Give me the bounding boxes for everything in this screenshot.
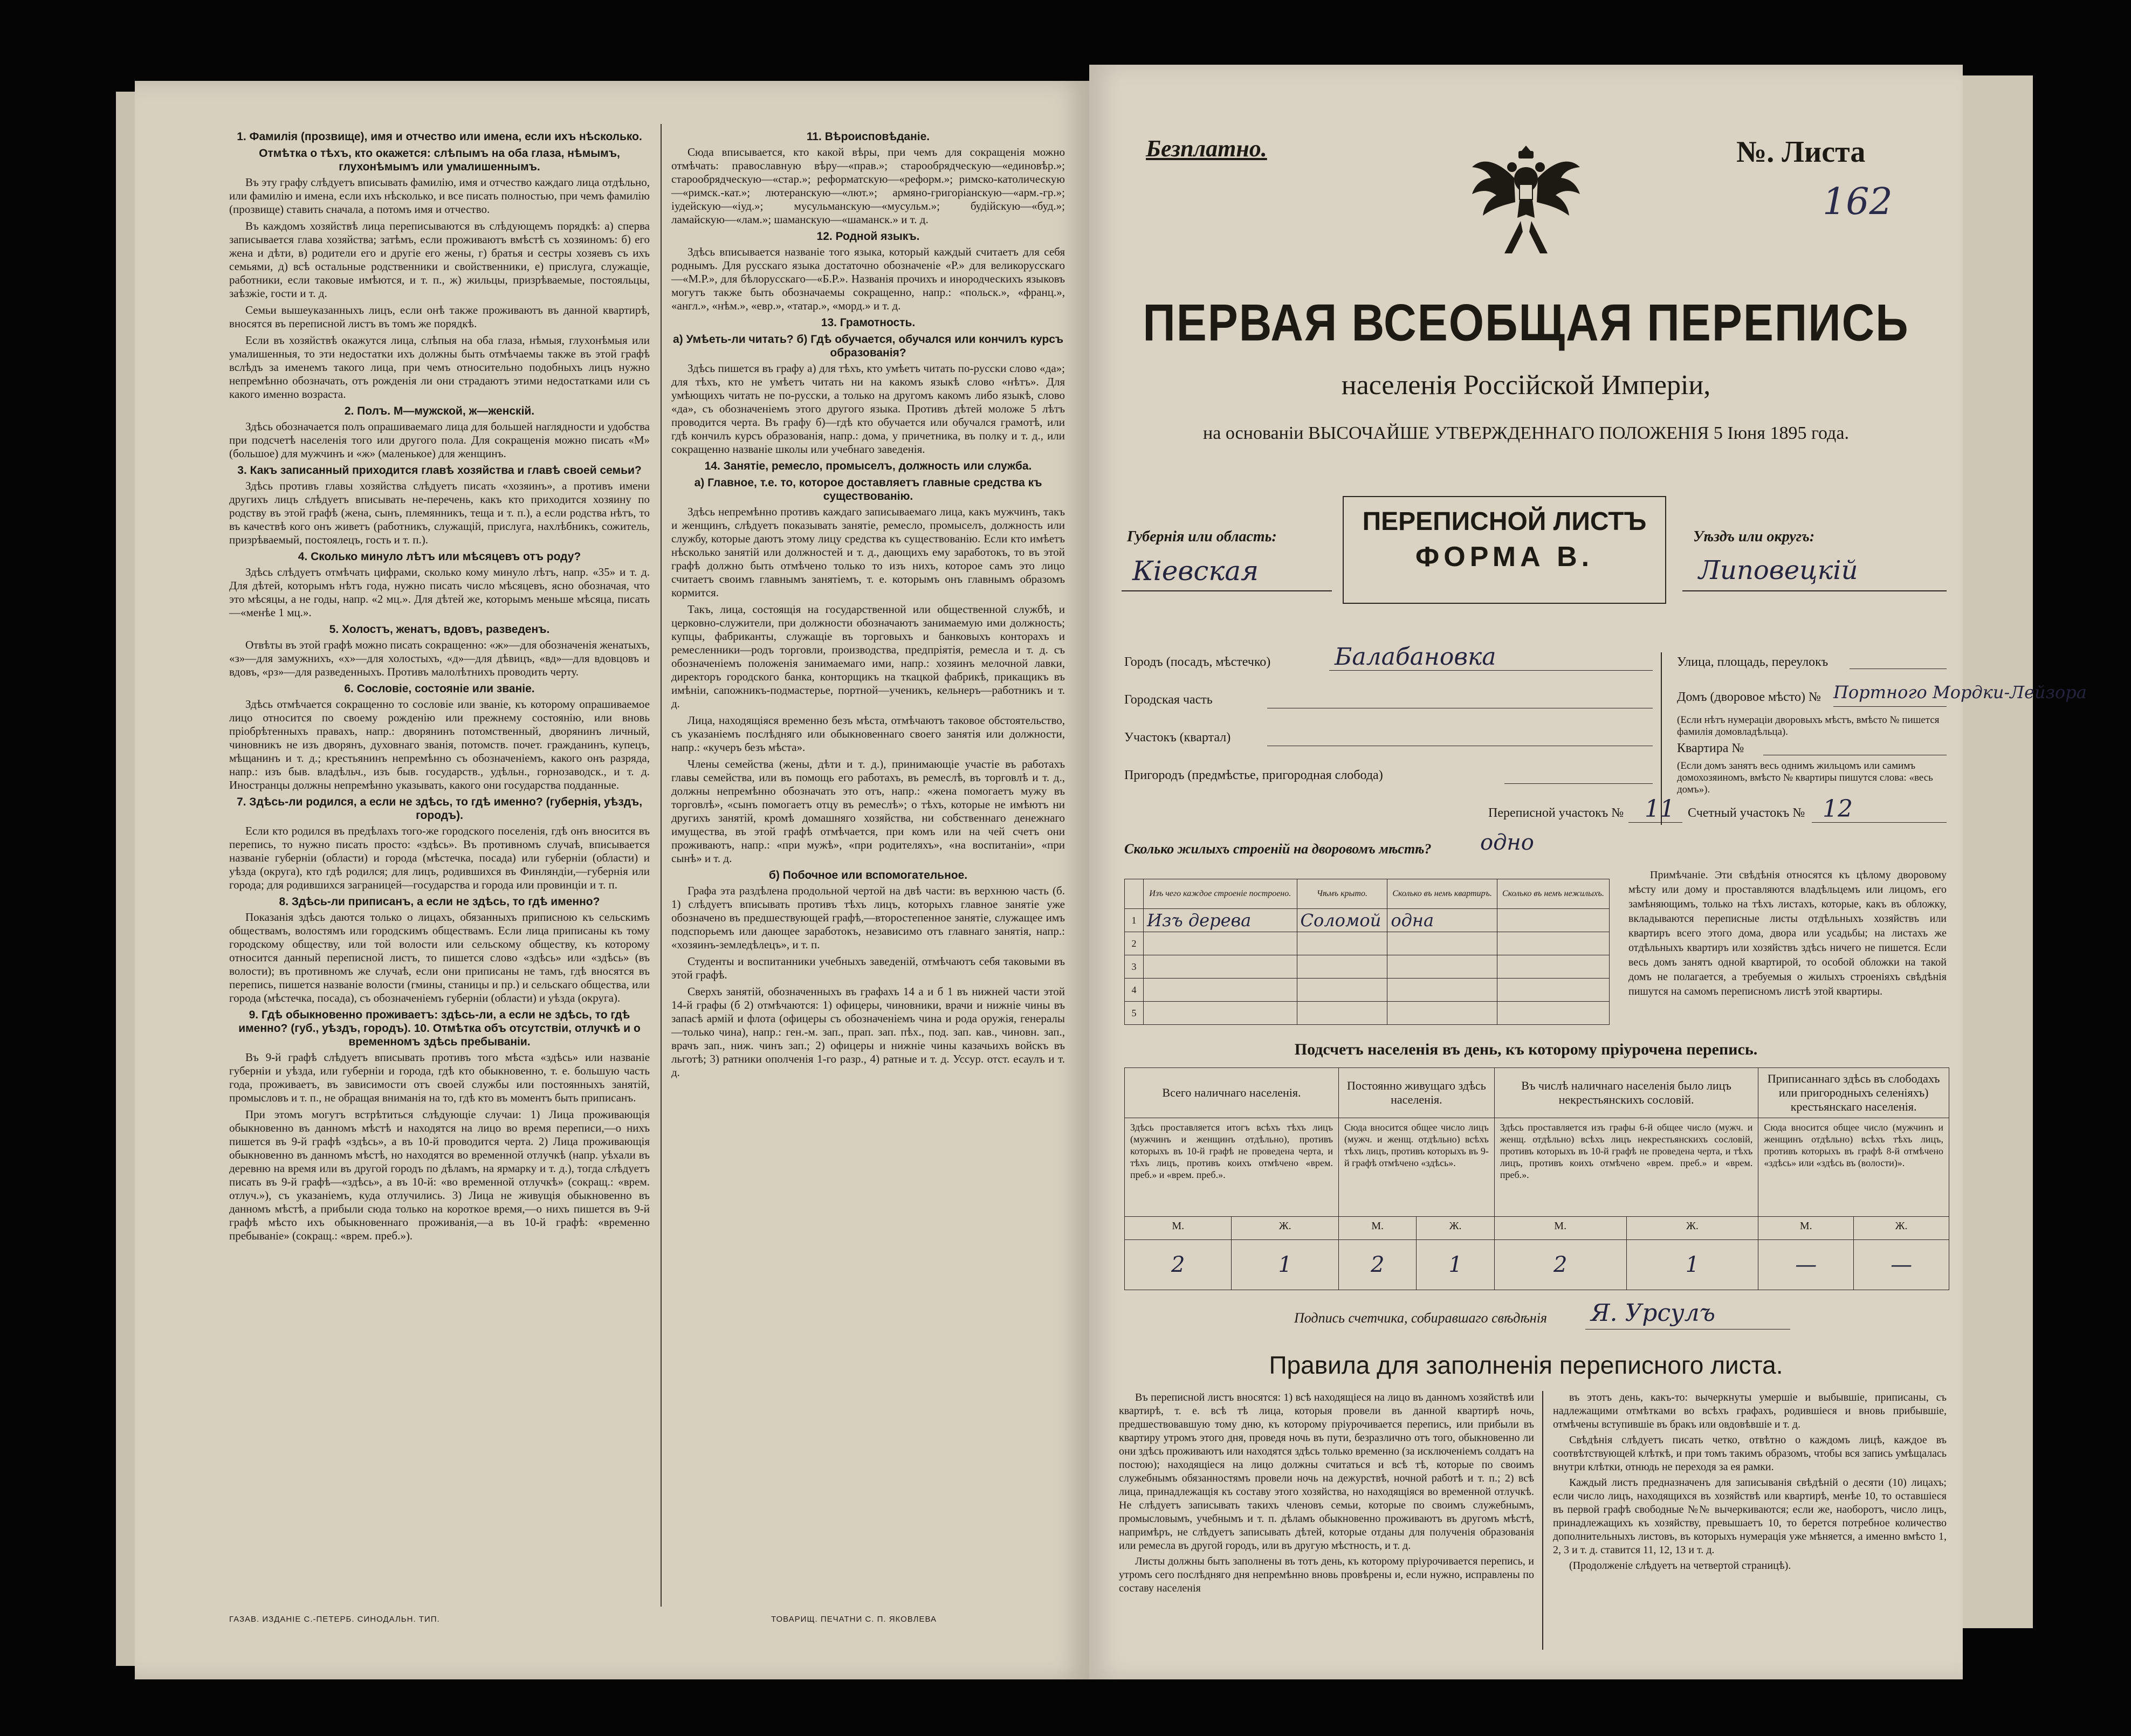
instruction-heading: 7. Здѣсь-ли родился, а если не здѣсь, то гдѣ именно? (губернія, уѣздъ, городъ). <box>236 796 643 822</box>
instruction-paragraph: Сверхъ занятій, обозначенныхъ въ графахъ 14 а и б 1 въ нижней части этой 14-й графы (б 2) отмѣчаются: 1) офицеры, чиновники, врачи и нижніе чины въ запасѣ армій и флота (офицеры съ обозначеніемъ чина и рода оружія, генералы—только чина), напр.: ген.-м. зап., прап. зап. пѣх., под. зап. кав., чиновн. зап., врачъ зап., ниж. чинъ зап.; 2) офицеры и нижніе чины казачьихъ войскъ въ льготѣ; 3) ратники ополченія 1-го разр., 4) ратные и т. д. Уссур. отст. есаулъ и т. д. <box>671 985 1065 1079</box>
population-count-value: — <box>1854 1240 1949 1290</box>
instruction-paragraph: Если кто родился въ предѣлахъ того-же городского поселенія, гдѣ онъ вносится въ перепись, то нужно писать просто: «здѣсь». Въ противномъ случаѣ, вписывается названіе губерніи (области) и города (мѣстечка, посада) или губерніи (области) и уѣзда (округа), кто гдѣ родился; для лицъ, родившихся въ Финляндіи,—губернія или города; для родившихся заграницей—государства и города или провинціи и т. п. <box>229 824 650 891</box>
population-sex-label: М. <box>1494 1217 1626 1240</box>
address-field-label: Городъ (посадъ, мѣстечко) <box>1124 655 1271 669</box>
instruction-heading: 14. Занятіе, ремесло, промыселъ, должность или служба. <box>704 460 1032 472</box>
printer-imprint: ГАЗАВ. ИЗДАНІЕ С.-ПЕТЕРБ. СИНОДАЛЬН. ТИП. <box>229 1615 440 1624</box>
population-count-value: — <box>1758 1240 1854 1290</box>
instruction-paragraph: Студенты и воспитанники учебныхъ заведеній, отмѣчаютъ себя таковыми въ этой графѣ. <box>671 955 1065 981</box>
instruction-paragraph: Семьи вышеуказанныхъ лицъ, если онѣ также проживаютъ въ данной квартирѣ, вносятся въ переписной листъ въ томъ же порядкѣ. <box>229 304 650 330</box>
buildings-table-cell: 5 <box>1125 1002 1144 1025</box>
form-title-box <box>1343 496 1666 604</box>
form-title: ПЕРЕПИСНОЙ ЛИСТЪ <box>1362 507 1647 536</box>
population-count-table <box>1124 1067 1949 1290</box>
buildings-table-cell <box>1144 979 1297 1002</box>
buildings-table-cell <box>1144 955 1297 979</box>
instruction-paragraph: Здѣсь отмѣчается сокращенно то сословіе или званіе, къ которому опрашиваемое лицо относится по своему рожденію или прежнему состоянію, или вновь пріобрѣтенныхъ правахъ, напр.: дворянинъ потомственный, дворянинъ личный, чиновникъ не изъ дворянъ, духовнаго званія, потомств. почет. гражданинъ, купецъ, мѣщанинъ и т. д.; крестьянинъ непремѣнно съ обозначеніемъ, какого онъ разряда, напр.: изъ быв. владѣльч., изъ быв. государств., удѣльн., горнозаводск., и т. д. Иностранцы должны непремѣнно указывать, какого они государства подданные. <box>229 698 650 791</box>
population-column-description: Сюда вносится общее число (мужчинъ и женщинъ отдѣльно) всѣхъ тѣхъ лицъ, противъ которыхъ въ графѣ 8-й отмѣчено «здѣсь» или «здѣсь въ (волости)». <box>1758 1118 1949 1217</box>
buildings-table-header <box>1125 879 1610 909</box>
population-count-value: 2 <box>1125 1240 1232 1290</box>
instruction-paragraph: Члены семейства (жены, дѣти и т. д.), принимающіе участіе въ работахъ главы семейства, или въ помощь его работахъ, въ ремеслѣ, въ торговлѣ и т. д., должны непремѣнно обозначать это отъ, напр.: «жена помогаетъ мужу въ торговлѣ», «сынъ помогаетъ отцу въ ремеслѣ»; о тѣхъ, которые не имѣютъ ни другихъ занятій, кромѣ домашняго хозяйства, ни собственнаго денежнаго имущества, въ этой графѣ отмѣчается, при комъ или на чей счетъ они проживаютъ, напр.: «при мужѣ», «при родителяхъ», «на воспитаніи», «при сынѣ» и т. д. <box>671 757 1065 865</box>
district-line <box>1682 590 1947 591</box>
instruction-paragraph: Сюда вписывается, кто какой вѣры, при чемъ для сокращенія можно отмѣчать: православную вѣру—«прав.»; старообрядческую—«единовѣр.»; старообрядческую—«стар.»; реформатскую—«реформ.»; римско-католическую—«римск.-кат.»; лютеранскую—«лют.»; армяно-григоріанскую—«арм.-гр.»; іудейскую—«іуд.»; мусульманскую—«мусульм.»; будійскую—«буд.»; ламайскую—«лам.»; шаманскую—«шаманск.» и т. д. <box>671 146 1065 226</box>
rule-paragraph: Листы должны быть заполнены въ тотъ день, къ которому пріурочивается перепись, и утромъ сего послѣдняго дня непремѣнно вновь провѣрены и, если нужно, исправлены по составу населенія <box>1119 1555 1534 1594</box>
imperial-eagle-emblem <box>1467 135 1585 264</box>
buildings-table-cell <box>1497 932 1609 955</box>
left-page <box>135 81 1089 1679</box>
district-label: Уѣздъ или округъ: <box>1693 528 1815 545</box>
province-line <box>1122 590 1332 591</box>
address-field-label: Пригородъ (предмѣстье, пригородная слобода) <box>1124 768 1383 782</box>
population-sex-label: М. <box>1758 1217 1854 1240</box>
rules-column-2 <box>1553 1391 1947 1575</box>
population-sex-label: Ж. <box>1626 1217 1758 1240</box>
buildings-table-cell: 3 <box>1125 955 1144 979</box>
instruction-heading: 4. Сколько минуло лѣтъ или мѣсяцевъ отъ роду? <box>298 550 581 563</box>
rules-column-1 <box>1119 1391 1534 1597</box>
rule-paragraph: Свѣдѣнія слѣдуетъ писать четко, отвѣтно о каждомъ лицѣ, каждое въ соотвѣтствующей клѣткѣ, и при томъ такимъ образомъ, чтобы вся запись умѣщалась внутри клѣтки, отнюдь не переходя за ея рамки. <box>1553 1434 1947 1473</box>
instruction-paragraph: Въ каждомъ хозяйствѣ лица переписываются въ слѣдующемъ порядкѣ: а) сперва записывается глава хозяйства; затѣмъ, если проживаютъ вмѣстѣ съ хозяиномъ: б) его жена и дѣти, в) родители его и другіе его жены, г) братья и сестры хозяевъ съ ихъ семьями, д) всѣ остальные родственники и свойственники, е) прислуга, служащіе, работники, если таковые имѣются, и т. п., ж) жильцы, призрѣваемые, постояльцы, заѣзжіе, гости и т. д. <box>229 219 650 300</box>
instruction-paragraph: Показанія здѣсь даются только о лицахъ, обязанныхъ приписною къ сельскимъ обществамъ, волостямъ или городскимъ обществамъ. Если лица приписаны къ тому городскому обществу, или той волости или сельскому обществу, къ которому относится данный переписной листъ, то пишется слово «здѣсь» или «здѣсь» (въ волости); въ противномъ же случаѣ, если они приписаны не тамъ, гдѣ вносятся въ перепись, пишется названіе волости (гмины, станицы и пр.) и сельскаго общества, или города (мѣстечка, посада), съ обозначеніемъ губерніи (области) и уѣзда (округа). <box>229 911 650 1004</box>
rule-paragraph: Въ переписной листъ вносятся: 1) всѣ находящіеся на лицо въ данномъ хозяйствѣ или квартирѣ, т. е. всѣ тѣ лица, которыя провели въ данной квартирѣ ночь, предшествовавшую тому дню, къ которому пріурочивается перепись, или прибыли въ квартиру утромъ этого дня, проведя ночь въ пути, безразлично отъ того, обыкновенно ли они здѣсь проживаютъ или находятся здѣсь только временно (за исключеніемъ солдатъ на постою); находящіеся на лицо должны считаться и всѣ тѣ, которые по своимъ служебнымъ обязанностямъ провели ночь на дежурствѣ, ночной работѣ и т. п.; 2) всѣ лица, принадлежащія къ составу этого хозяйства, но находящіяся во временной отлучкѣ. Не слѣдуетъ записывать такихъ членовъ семьи, которые по своимъ служебнымъ, промысловымъ, учебнымъ и т. п. дѣламъ обыкновенно проживаютъ въ другомъ мѣстѣ, напримѣръ, не слѣдуетъ записывать дѣтей, которые отданы для полученія образованія или ремесла въ другой городъ, или въ другую мѣстность, и т. д. <box>1119 1391 1534 1552</box>
buildings-header-cell: Сколько въ немъ нежилыхъ. <box>1497 879 1609 909</box>
population-column-header: Приписаннаго здѣсь въ слободахъ или пригородныхъ селеніяхъ) крестьянскаго населенія. <box>1758 1068 1949 1118</box>
province-label: Губернія или область: <box>1127 528 1277 545</box>
instruction-paragraph: Здѣсь обозначается полъ опрашиваемаго лица для большей наглядности и удобства при подсчетѣ населенія того или другого пола. Для сокращенія можно писать «М» (большое) для мужчинъ и «ж» (маленькое) для женщинъ. <box>229 420 650 460</box>
buildings-question: Сколько жилыхъ строеній на дворовомъ мѣстѣ? <box>1124 841 1432 857</box>
sheet-number-label: №. Листа <box>1736 135 1866 169</box>
rules-divider <box>1542 1391 1543 1650</box>
form-letter: ФОРМА В. <box>1415 541 1594 573</box>
census-title: ПЕРВАЯ ВСЕОБЩАЯ ПЕРЕПИСЬ <box>1143 293 1909 352</box>
population-column-description: Здѣсь проставляется итогъ всѣхъ тѣхъ лицъ (мужчинъ и женщинъ отдѣльно), противъ которыхъ въ 10-й графѣ не проведена черта, и тѣхъ лицъ, противъ коихъ отмѣчено «врем. преб.» и «врем. преб.». <box>1125 1118 1339 1217</box>
count-district-value: 12 <box>1823 795 1853 823</box>
buildings-table <box>1124 879 1610 1025</box>
buildings-answer: одно <box>1480 830 1534 855</box>
enumerator-signature-label: Подпись счетчика, собиравшаго свѣдѣнія <box>1294 1310 1548 1326</box>
population-count-value: 1 <box>1232 1240 1338 1290</box>
population-count-value: 1 <box>1417 1240 1494 1290</box>
buildings-table-cell <box>1497 955 1609 979</box>
population-sex-label: Ж. <box>1417 1217 1494 1240</box>
buildings-header-cell: Изъ чего каждое строеніе построено. <box>1144 879 1297 909</box>
buildings-table-cell: Изъ дерева <box>1144 909 1297 932</box>
rule-paragraph: (Продолженіе слѣдуетъ на четвертой страницѣ). <box>1569 1560 1791 1572</box>
population-sex-label: Ж. <box>1232 1217 1338 1240</box>
population-sex-label: М. <box>1338 1217 1416 1240</box>
census-district-label: Переписной участокъ № <box>1488 806 1624 820</box>
district-value: Липовецкій <box>1699 555 1858 585</box>
apartment-label: Квартира № <box>1677 741 1744 755</box>
apartment-note: (Если домъ занятъ весь однимъ жильцомъ или самимъ домохозяиномъ, вмѣсто № квартиры пишутся слова: «весь домъ»). <box>1677 760 1933 795</box>
buildings-table-cell <box>1387 955 1497 979</box>
population-count-value: 2 <box>1494 1240 1626 1290</box>
buildings-table-row <box>1125 932 1610 955</box>
instruction-heading: 12. Родной языкъ. <box>816 230 920 243</box>
population-sex-label: М. <box>1125 1217 1232 1240</box>
instruction-paragraph: Въ эту графу слѣдуетъ вписывать фамилію, имя и отчество каждаго лица отдѣльно, или фамилію и имена, если ихъ нѣсколько, и все писать полностью, при чемъ фамилію (прозвище) ставить сначала, а потомъ имя и отчество. <box>229 176 650 216</box>
buildings-table-cell: 1 <box>1125 909 1144 932</box>
instruction-paragraph: Отвѣты въ этой графѣ можно писать сокращенно: «ж»—для обозначенія женатыхъ, «з»—для замужнихъ, «х»—для холостыхъ, «д»—для дѣвицъ, «вд»—для вдовцовъ и вдовъ, «рз»—для разведенныхъ. Противъ малолѣтнихъ проводить черту. <box>229 638 650 678</box>
address-field-value: Балабановка <box>1335 643 1496 671</box>
instruction-paragraph: Въ 9-й графѣ слѣдуетъ вписывать противъ того мѣста «здѣсь» или названіе губерніи и уѣзда, или губерніи и города, гдѣ кто обыкновенно, т. е. большую часть года, проживаетъ, въ зависимости отъ своей службы или постоянныхъ занятій, промысловъ и т. п., не обращая вниманія на то, гдѣ кто въ моментъ быть приписанъ. <box>229 1051 650 1104</box>
census-legal-basis: на основаніи ВЫСОЧАЙШЕ УТВЕРЖДЕННАГО ПОЛОЖЕНІЯ 5 Іюня 1895 года. <box>1203 423 1849 443</box>
instruction-heading: 11. Вѣроисповѣданіе. <box>806 130 930 143</box>
buildings-table-cell <box>1387 1002 1497 1025</box>
census-form-page <box>1089 65 2087 1679</box>
buildings-table-cell <box>1387 979 1497 1002</box>
instruction-heading: 3. Какъ записанный приходится главѣ хозяйства и главѣ своей семьи? <box>237 464 642 477</box>
instructions-column-2 <box>671 127 1065 1599</box>
instruction-heading: 8. Здѣсь-ли приписанъ, а если не здѣсь, то гдѣ именно? <box>279 895 600 908</box>
instruction-paragraph: Здѣсь непремѣнно противъ каждаго записываемаго лица, какъ мужчинъ, такъ и женщинъ, слѣдуетъ показывать занятіе, ремесло, промыселъ, должность или службу, которые даютъ этому лицу средства къ существованію. Если кто имѣетъ нѣсколько занятій или должностей и т. д., дающихъ ему заработокъ, то въ этой графѣ должно быть отмѣчено только то изъ нихъ, которое самъ это лицо считаетъ своимъ главнымъ занятіемъ, т. е. которымъ онъ главнымъ образомъ кормится. <box>671 505 1065 599</box>
population-count-title: Подсчетъ населенія въ день, къ которому пріурочена перепись. <box>1294 1041 1758 1058</box>
buildings-table-row <box>1125 909 1610 932</box>
instruction-paragraph: Такъ, лица, состоящія на государственной или общественной службѣ, и церковно-служители, при должности обозначаютъ занимаемую ими должность; купцы, фабриканты, служащіе въ торговыхъ и банковыхъ конторахъ и ремесленники—родъ торговли, производства, предпріятія, ремесла и т. д. съ обозначеніемъ положенія занимаемаго ими, напр.: хозяинъ мелочной лавки, директоръ городского банка, конторщикъ на ткацкой фабрикѣ, прикащикъ въ имѣніи, сапожникъ-подмастерье, портной—ученикъ, кельнеръ—работникъ и т. д. <box>671 603 1065 710</box>
instruction-heading: 1. Фамилія (прозвище), имя и отчество или имена, если ихъ нѣсколько. <box>237 130 642 143</box>
house-line <box>1833 706 1947 707</box>
instruction-paragraph: При этомъ могутъ встрѣтиться слѣдующіе случаи: 1) Лица проживающія обыкновенно въ данномъ мѣстѣ и находятся на лицо во время переписи,—о нихъ пишется въ 9-й графѣ «здѣсь», а въ 10-й проводится черта. 2) Лица проживающія обыкновенно въ данномъ мѣстѣ, но находятся во временной отлучкѣ (напр. уѣхали въ деревню на время или въ другой городъ по дѣламъ, на ярмарку и т. д.), тогда слѣдуетъ писать въ 9-й графѣ—«здѣсь», а въ 10-й: «во временной отлучкѣ» (сокращ.: «врем. отлуч.»), съ указаніемъ, куда отлучились. 3) Лица не живущія обыкновенно въ данномъ мѣстѣ, а прибыли сюда только на короткое время,—о нихъ пишется въ 9-й графѣ мѣсто ихъ обыкновеннаго проживанія,—а въ 10-й графѣ: «временно пребываніе» (сокращ.: «врем. преб.»). <box>229 1108 650 1242</box>
instruction-heading: а) Умѣеть-ли читать? б) Гдѣ обучается, обучался или кончилъ курсъ образованія? <box>673 333 1063 359</box>
population-column-description: Сюда вносится общее число лицъ (мужч. и женщ. отдѣльно) всѣхъ тѣхъ лицъ, противъ которыхъ въ 9-й графѣ отмѣчено «здѣсь». <box>1338 1118 1494 1217</box>
instruction-paragraph: Здѣсь противъ главы хозяйства слѣдуетъ писать «хозяинъ», а противъ имени другихъ лицъ слѣдуетъ вписывать не-перечень, какъ кто приходится хозяину по родству въ этой графѣ (жена, сынъ, племянникъ, теща и т. п.), а если родства нѣтъ, то въ качествѣ кого онъ живетъ (работникъ, служащій, прислуга, нахлѣбникъ, сожитель, призрѣваемый, постоялецъ, гость и т. п.). <box>229 479 650 546</box>
rule-paragraph: въ этотъ день, какъ-то: вычеркнуты умершіе и выбывшіе, приписаны, съ надлежащими отмѣтками во всѣхъ графахъ, родившіеся и вновь прибывшіе, отмѣчены вступившіе въ бракъ или овдовѣвшіе и т. д. <box>1553 1391 1947 1430</box>
printer-imprint: ТОВАРИЩ. ПЕЧАТНИ С. П. ЯКОВЛЕВА <box>771 1615 937 1624</box>
house-label: Домъ (дворовое мѣсто) № <box>1677 690 1821 704</box>
buildings-table-cell: Соломой <box>1297 909 1387 932</box>
buildings-table-cell <box>1144 1002 1297 1025</box>
buildings-table-cell: 4 <box>1125 979 1144 1002</box>
instruction-paragraph: Здѣсь вписывается названіе того языка, который каждый считаетъ для себя роднымъ. Для русскаго языка достаточно обозначеніе «Р.» для великорусскаго—«М.Р.», для бѣлорусскаго—«Б.Р.». Названія прочихъ и инородческихъ языковъ могутъ также быть обозначаемы сокращенно, напр.: «польск.», «франц.», «англ.», «нѣм.», «евр.», «татар.», «морд.» и т. д. <box>671 245 1065 312</box>
count-district-line <box>1812 822 1947 823</box>
column-divider <box>661 124 662 1607</box>
underlying-sheet-edge <box>1963 75 2033 1628</box>
buildings-table-row <box>1125 1002 1610 1025</box>
census-district-line <box>1628 822 1682 823</box>
instructions-column-1 <box>229 127 650 1599</box>
address-field-label: Участокъ (квартал) <box>1124 731 1231 745</box>
instruction-paragraph: Графа эта раздѣлена продольной чертой на двѣ части: въ верхнюю часть (б. 1) слѣдуетъ вписывать противъ тѣхъ лицъ, которыхъ главное занятіе уже обозначено въ предшествующей графѣ,—второстепенное занятіе, служащее имъ подспорьемъ или дающее заработокъ, независимо отъ главнаго занятія, напр.: «хозяинъ-земледѣлецъ», и т. п. <box>671 884 1065 951</box>
population-column-header: Всего наличнаго населенія. <box>1125 1068 1339 1118</box>
instruction-heading: 2. Полъ. М—мужской, ж—женскій. <box>344 405 535 417</box>
instruction-heading: 5. Холостъ, женатъ, вдовъ, разведенъ. <box>329 623 550 636</box>
buildings-table-row <box>1125 979 1610 1002</box>
instruction-heading: 6. Сословіе, состояніе или званіе. <box>344 683 535 695</box>
instruction-paragraph: Лица, находящіяся временно безъ мѣста, отмѣчаютъ таковое обстоятельство, съ указаніемъ послѣдняго или обыкновеннаго своего занятія или должности, напр.: «кучеръ безъ мѣста». <box>671 714 1065 754</box>
instruction-heading: 9. Гдѣ обыкновенно проживаетъ: здѣсь-ли, а если не здѣсь, то гдѣ именно? (губ., уѣздъ, городъ). 10. Отмѣтка объ отсутствіи, отлучкѣ и о временномъ здѣсь пребываніи. <box>238 1009 641 1048</box>
instruction-heading: 13. Грамотность. <box>821 316 916 329</box>
house-note: (Если нѣтъ нумераціи дворовыхъ мѣстъ, вмѣсто № пишется фамилія домовладѣльца). <box>1677 714 1940 738</box>
population-count-value: 1 <box>1626 1240 1758 1290</box>
rule-paragraph: Каждый листъ предназначенъ для записыванія свѣдѣній о десяти (10) лицахъ; если число лицъ, находящихся въ хозяйствѣ или квартирѣ, менѣе 10, то оставшіеся въ первой графѣ свободные №№ вычеркиваются; если же, наоборотъ, число лицъ, принадлежащихъ къ хозяйству, превышаетъ 10, то берется потребное количество дополнительныхъ листовъ, въ которыхъ нумерація уже мѣняется, а именно вмѣсто 1, 2, 3 и т. д. ставится 11, 12, 13 и т. д. <box>1553 1477 1947 1556</box>
instruction-paragraph: Здѣсь слѣдуетъ отмѣчать цифрами, сколько кому минуло лѣтъ, напр. «35» и т. д. Для дѣтей, которымъ нѣтъ года, нужно писать число мѣсяцевъ, ясно обозначая, что это мѣсяцы, а не годы, напр. «2 мц.». Для дѣтей же, которымъ меньше мѣсяца, писать—«менѣе 1 мц.». <box>229 566 650 619</box>
address-field-label: Городская часть <box>1124 693 1213 707</box>
street-label: Улица, площадь, переулокъ <box>1677 655 1828 669</box>
buildings-side-note: Примѣчаніе. Эти свѣдѣнія относятся къ цѣлому дворовому мѣсту или дому и проставляются владѣльцемъ или лицомъ, его замѣняющимъ, только на тѣхъ листахъ, которые, какъ въ обложку, вкладываются переписные листы отдѣльныхъ хозяйствъ или квартиръ всего этого дома, двора или усадьбы; на листахъ же отдѣльныхъ квартиръ или хозяйствъ здѣсь ничего не пишется. Если весь домъ занятъ одной квартирой, то особой обложки на такой домъ не полагается, а требуемыя о жилыхъ строеніяхъ свѣдѣнія пишутся на самомъ переписномъ листѣ этой квартиры. <box>1628 869 1947 997</box>
population-count-value: 2 <box>1338 1240 1416 1290</box>
province-value: Кіевская <box>1132 555 1259 587</box>
buildings-table-cell <box>1497 979 1609 1002</box>
instruction-heading: б) Побочное или вспомогательное. <box>768 869 968 881</box>
enumerator-signature: Я. Урсулъ <box>1591 1299 1715 1327</box>
population-column-header: Постоянно живущаго здѣсь населенія. <box>1338 1068 1494 1118</box>
buildings-table-cell <box>1297 955 1387 979</box>
rules-title: Правила для заполненія переписного листа. <box>1269 1351 1783 1379</box>
instruction-heading: Отмѣтка о тѣхъ, кто окажется: слѣпымъ на оба глаза, нѣмымъ, глухонѣмымъ или умалишеннымъ. <box>259 147 620 173</box>
buildings-table-cell <box>1297 932 1387 955</box>
buildings-table-cell <box>1297 1002 1387 1025</box>
count-district-label: Счетный участокъ № <box>1688 806 1805 820</box>
sheet-number-value: 162 <box>1823 181 1893 223</box>
census-district-value: 11 <box>1645 795 1675 823</box>
free-of-charge-label: Безплатно. <box>1146 135 1267 162</box>
buildings-table-cell <box>1387 932 1497 955</box>
buildings-header-cell: Чѣмъ крыто. <box>1297 879 1387 909</box>
buildings-header-cell <box>1125 879 1144 909</box>
buildings-table-cell <box>1497 1002 1609 1025</box>
buildings-table-cell: 2 <box>1125 932 1144 955</box>
instruction-paragraph: Здѣсь пишется въ графу а) для тѣхъ, кто умѣетъ читать по-русски слово «да»; для тѣхъ, кто не умѣетъ читать ни на какомъ языкѣ слово «нѣтъ». Для умѣющихъ читать не по-русски, а только на другомъ какомъ либо языкѣ, слово «да», съ обозначеніемъ этого другого языка. Противъ дѣтей моложе 5 лѣтъ проводится черта. Въ графу б)—гдѣ кто обучается или обучался грамотѣ, или гдѣ кончилъ курсъ образованія, напр.: дома, у причетника, въ полку и т. д., или сокращенно названіе школы или учебнаго заведенія. <box>671 362 1065 456</box>
buildings-table-cell <box>1497 909 1609 932</box>
instruction-heading: а) Главное, т.е. то, которое доставляетъ главные средства къ существованію. <box>694 477 1042 502</box>
buildings-table-cell <box>1297 979 1387 1002</box>
instruction-paragraph: Если въ хозяйствѣ окажутся лица, слѣпыя на оба глаза, нѣмыя, глухонѣмыя или умалишенныя, то эти недостатки ихъ должны быть отмѣчаемы также въ этой графѣ вслѣдъ за именемъ такого лица, при чемъ относительно подобныхъ лицъ нужно непремѣнно обозначать, отъ рожденія ли они страдаютъ этими недостатками или съ какого именно возраста. <box>229 334 650 401</box>
population-column-header: Въ числѣ наличнаго населенія было лицъ некрестьянскихъ сословій. <box>1494 1068 1758 1118</box>
buildings-header-cell: Сколько въ немъ квартиръ. <box>1387 879 1497 909</box>
population-column-description: Здѣсь проставляется изъ графы 6-й общее число (мужч. и женщ. отдѣльно) всѣхъ лицъ некрестьянскихъ сословій, противъ которыхъ въ 10-й графѣ не проведена черта, и тѣхъ лицъ, противъ коихъ отмѣчено «врем. преб.» и «врем. преб.». <box>1494 1118 1758 1217</box>
census-subtitle: населенія Россійской Имперіи, <box>1341 370 1711 401</box>
house-value: Портного Мордки-Лейзора <box>1833 682 2087 702</box>
population-sex-label: Ж. <box>1854 1217 1949 1240</box>
buildings-table-row <box>1125 955 1610 979</box>
buildings-table-cell: одна <box>1387 909 1497 932</box>
buildings-table-cell <box>1144 932 1297 955</box>
address-field-line <box>1504 783 1653 784</box>
